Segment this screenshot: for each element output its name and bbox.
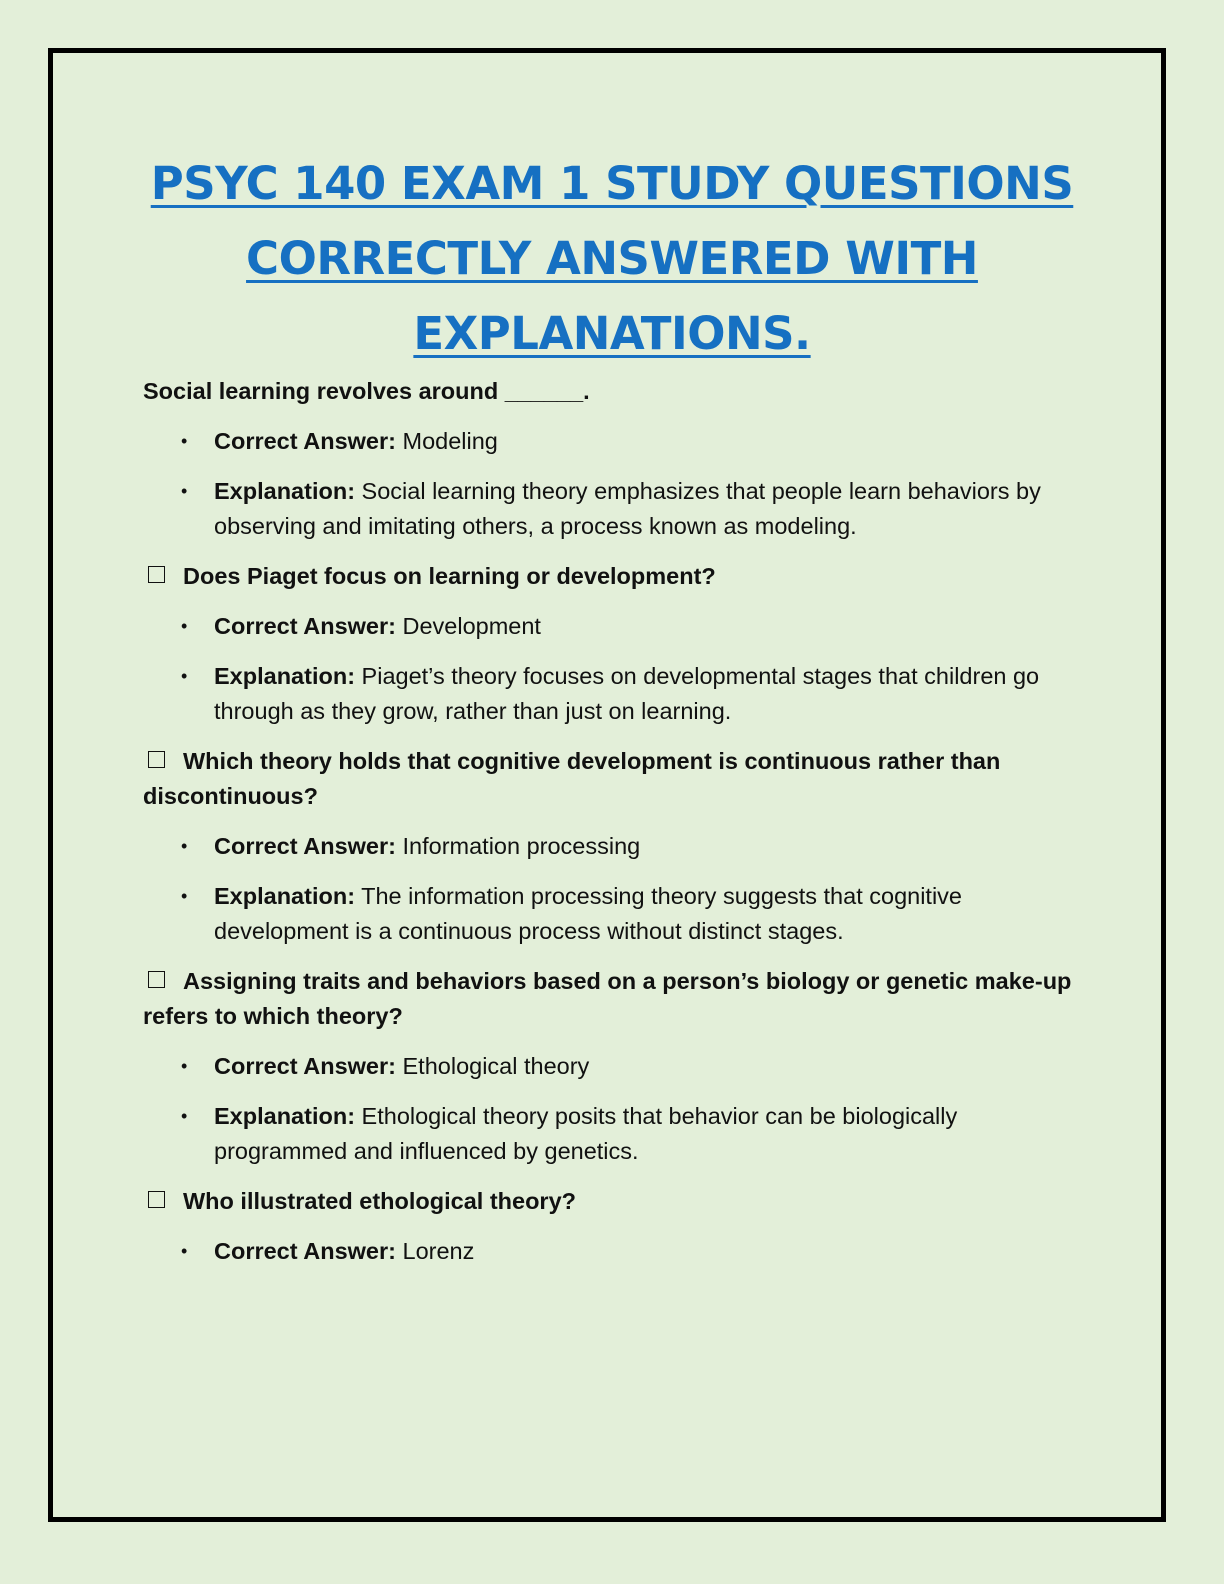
bullet-icon: • — [181, 886, 188, 906]
answer-list — [143, 1049, 1078, 1169]
question-heading — [143, 964, 1078, 1034]
answer-value: Development — [402, 613, 541, 639]
answer-item: • Correct Answer: Lorenz — [143, 1234, 1078, 1269]
answer-item: • Correct Answer: Information processing — [143, 829, 1078, 864]
explanation-item: • Explanation: Piaget’s theory focuses on developmental stages that children go through as they grow, rather than just on learning. — [143, 659, 1078, 729]
question-text: Which theory holds that cognitive development is continuous rather than discontinuous? — [143, 748, 1001, 809]
bullet-icon: • — [181, 616, 188, 636]
explanation-label: Explanation — [214, 663, 348, 689]
answer-label: Correct Answer — [214, 833, 389, 859]
answer-label: Correct Answer — [214, 428, 389, 454]
question-block-4 — [143, 964, 1078, 1169]
explanation-label: Explanation — [214, 1103, 348, 1129]
answer-value: Modeling — [402, 428, 498, 454]
explanation-text: Piaget’s theory focuses on developmental stages that children go through as they grow, rather than just on learning. — [214, 663, 1040, 724]
question-list — [143, 374, 1078, 1284]
checkbox-icon[interactable] — [148, 1191, 165, 1208]
answer-value: Lorenz — [402, 1238, 475, 1264]
answer-item: • Correct Answer: Modeling — [143, 424, 1078, 459]
answer-list — [143, 424, 1078, 544]
checkbox-icon[interactable] — [148, 566, 165, 583]
explanation-item: • Explanation: Ethological theory posits that behavior can be biologically programmed and influenced by genetics. — [143, 1099, 1078, 1169]
question-heading — [143, 559, 1078, 594]
answer-value: Information processing — [402, 833, 641, 859]
answer-list — [143, 829, 1078, 949]
question-text: Assigning traits and behaviors based on a person’s biology or genetic make-up refers to which theory? — [143, 968, 1072, 1029]
explanation-text: The information processing theory suggests that cognitive development is a continuous process without distinct stages. — [214, 883, 963, 944]
bullet-icon: • — [181, 1241, 188, 1261]
answer-item: • Correct Answer: Ethological theory — [143, 1049, 1078, 1084]
explanation-label: Explanation — [214, 478, 348, 504]
question-block-2 — [143, 559, 1078, 729]
bullet-icon: • — [181, 481, 188, 501]
question-text: Social learning revolves around ______. — [143, 378, 590, 404]
title-line-1: PSYC 140 EXAM 1 STUDY QUESTIONS — [150, 157, 1074, 210]
answer-value: Ethological theory — [402, 1053, 590, 1079]
explanation-item: • Explanation: The information processing theory suggests that cognitive development is a continuous process without distinct stages. — [143, 879, 1078, 949]
explanation-text: Ethological theory posits that behavior can be biologically programmed and influenced by genetics. — [214, 1103, 958, 1164]
answer-label: Correct Answer — [214, 1053, 389, 1079]
bullet-icon: • — [181, 1056, 188, 1076]
document-title — [120, 146, 1104, 371]
explanation-text: Social learning theory emphasizes that people learn behaviors by observing and imitating others, a process known as modeling. — [214, 478, 1041, 539]
answer-item: • Correct Answer: Development — [143, 609, 1078, 644]
question-block-1 — [143, 374, 1078, 544]
question-block-3 — [143, 744, 1078, 949]
explanation-label: Explanation — [214, 883, 348, 909]
question-text: Who illustrated ethological theory? — [183, 1188, 576, 1214]
checkbox-icon[interactable] — [148, 971, 165, 988]
question-text: Does Piaget focus on learning or development? — [183, 563, 716, 589]
answer-label: Correct Answer — [214, 1238, 389, 1264]
checkbox-icon[interactable] — [148, 751, 165, 768]
question-heading — [143, 1184, 1078, 1219]
bullet-icon: • — [181, 1106, 188, 1126]
answer-list — [143, 609, 1078, 729]
bullet-icon: • — [181, 431, 188, 451]
answer-label: Correct Answer — [214, 613, 389, 639]
title-line-2: CORRECTLY ANSWERED WITH — [246, 232, 978, 285]
title-line-3: EXPLANATIONS. — [413, 307, 811, 360]
bullet-icon: • — [181, 836, 188, 856]
question-heading — [143, 744, 1078, 814]
explanation-item: • Explanation: Social learning theory emphasizes that people learn behaviors by observing and imitating others, a process known as modeling. — [143, 474, 1078, 544]
answer-list — [143, 1234, 1078, 1269]
bullet-icon: • — [181, 666, 188, 686]
question-block-5 — [143, 1184, 1078, 1269]
